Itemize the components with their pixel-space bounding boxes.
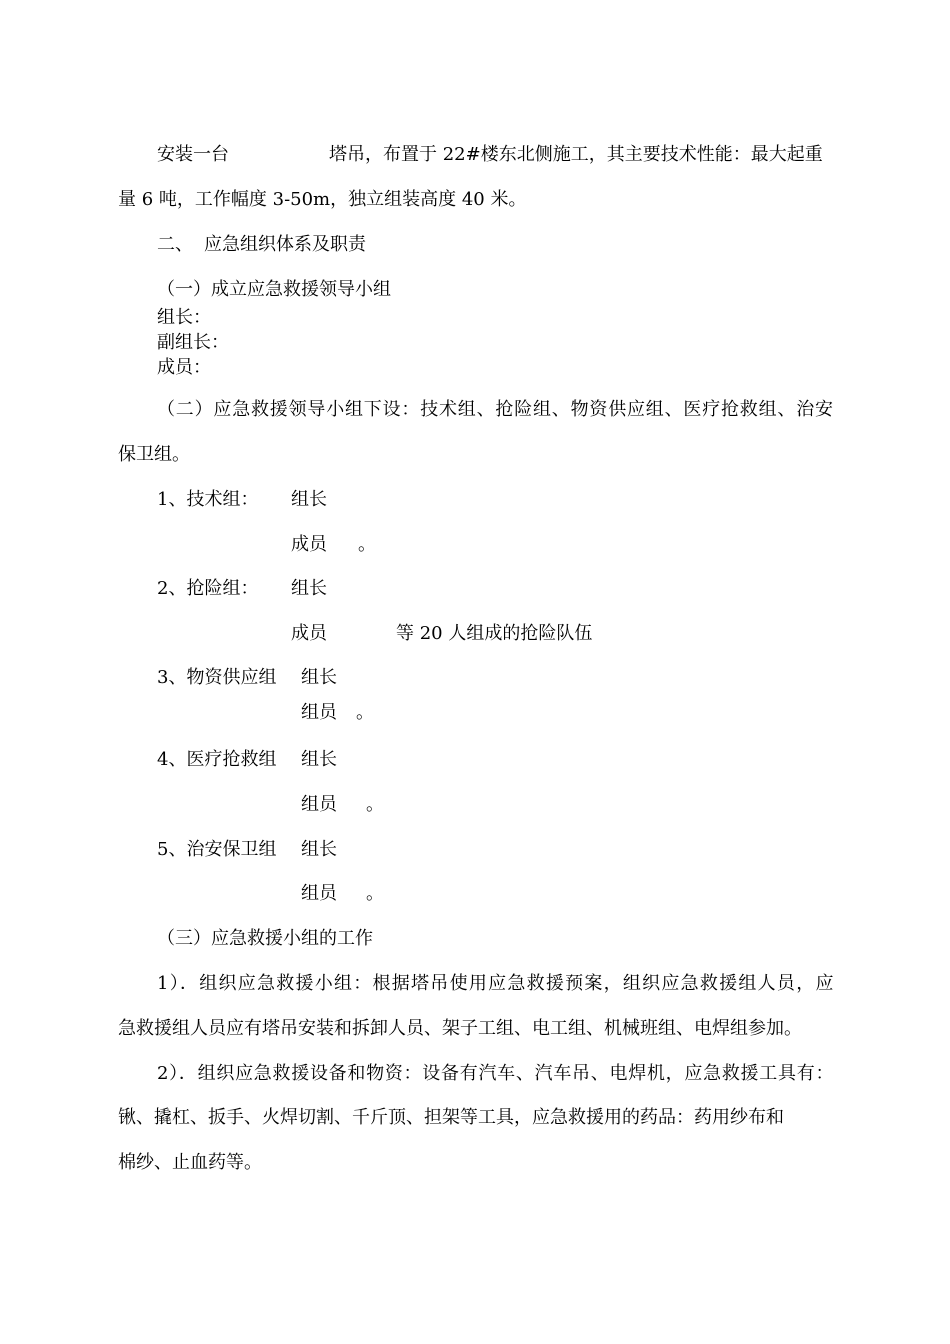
sub3-p1-line1-text: 1）．组织应急救援小组：根据塔吊使用应急救援预案，组织应急救援组人员，应 [157, 973, 835, 994]
sub3-title: （三）应急救援小组的工作 [157, 928, 373, 949]
intro-line2: 量 6 吨，工作幅度 3-50m，独立组装高度 40 米。 [118, 189, 527, 210]
group-1-member-tail: 。 [358, 534, 376, 555]
sub3-p1-line1 [157, 972, 833, 996]
sub1-members: 成员： [157, 357, 211, 378]
sub3-p2-line2: 锹、撬杠、扳手、火焊切割、千斤顶、担架等工具，应急救援用的药品：药用纱布和 [118, 1107, 784, 1128]
group-4-member-tail: 。 [366, 794, 384, 815]
group-4-name: 4、医疗抢救组 [157, 749, 277, 770]
sub2-line2: 保卫组。 [118, 444, 190, 465]
sub1-deputy: 副组长： [157, 332, 229, 353]
group-4-leader: 组长 [301, 749, 337, 770]
sub3-p2-line1 [157, 1062, 833, 1086]
group-3-member-tail: 。 [356, 702, 374, 723]
group-1-name: 1、技术组： [157, 489, 259, 510]
sub3-p2-line1-text: 2）．组织应急救援设备和物资：设备有汽车、汽车吊、电焊机，应急救援工具有： [157, 1063, 835, 1084]
group-5-leader: 组长 [301, 839, 337, 860]
sub2-line1-text: （二）应急救援领导小组下设：技术组、抢险组、物资供应组、医疗抢救组、治安 [157, 399, 834, 420]
sub2-line1 [157, 398, 833, 422]
group-1-leader: 组长 [291, 489, 327, 510]
sub1-title: （一）成立应急救援领导小组 [157, 279, 391, 300]
intro-line1-rest: 塔吊，布置于 22#楼东北侧施工，其主要技术性能：最大起重 [329, 144, 823, 165]
group-4-member: 组员 [301, 794, 337, 815]
group-1-member: 成员 [291, 534, 327, 555]
sub1-leader: 组长： [157, 307, 211, 328]
group-5-member: 组员 [301, 883, 337, 904]
group-2-member-tail: 等 20 人组成的抢险队伍 [396, 623, 593, 644]
group-3-name: 3、物资供应组 [157, 667, 277, 688]
group-2-member: 成员 [291, 623, 327, 644]
group-5-name: 5、治安保卫组 [157, 839, 277, 860]
section2-title: 应急组织体系及职责 [204, 234, 366, 255]
group-2-leader: 组长 [291, 578, 327, 599]
group-2-name: 2、抢险组： [157, 578, 259, 599]
sub3-p1-line2: 急救援组人员应有塔吊安装和拆卸人员、架子工组、电工组、机械班组、电焊组参加。 [118, 1018, 802, 1039]
sub3-p2-line3: 棉纱、止血药等。 [118, 1152, 262, 1173]
group-3-leader: 组长 [301, 667, 337, 688]
intro-line1-start: 安装一台 [157, 144, 229, 165]
group-5-member-tail: 。 [366, 883, 384, 904]
section2-number: 二、 [157, 234, 193, 255]
group-3-member: 组员 [301, 702, 337, 723]
